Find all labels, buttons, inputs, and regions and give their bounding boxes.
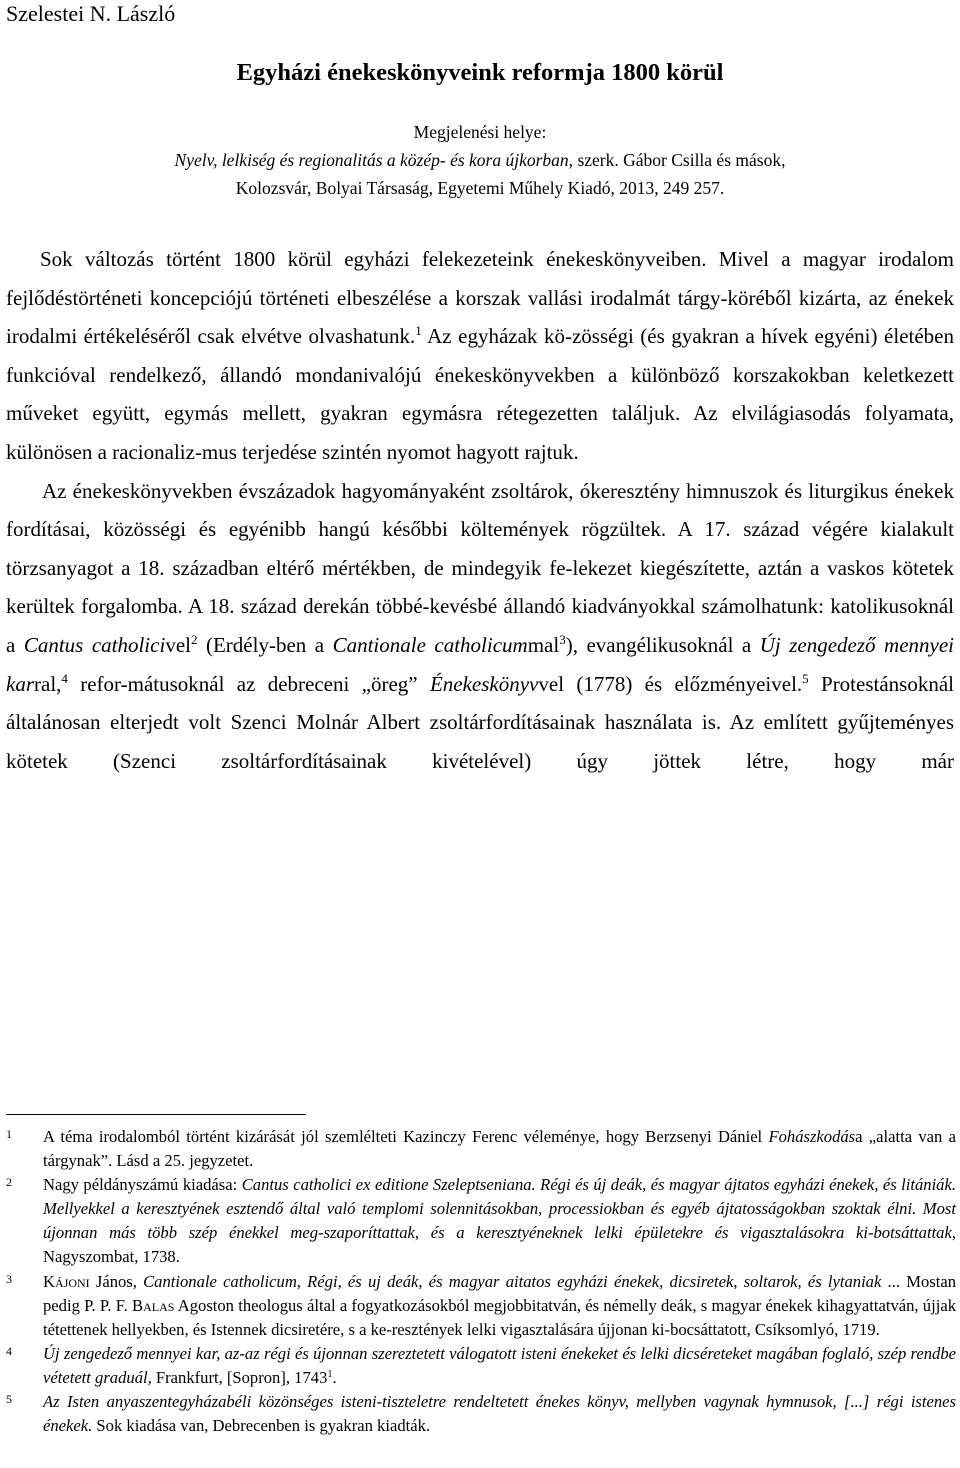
text-run: Protestánsoknál általánosan elterjedt volt Szenci Molnár Albert zsoltárfordításainak használata is. Az említett gyűjteményes kötetek (Szenci zsoltárfordításainak kivételével) úgy jöttek létre, hogy már (6, 671, 954, 773)
italic-run: Az Isten anyaszentegyházabéli közönséges isteni-tiszteletre rendeltetett énekes könyv, mellyben vagynak hymnusok, [...] régi istenes énekek. (43, 1392, 956, 1436)
text-run: . (332, 1367, 337, 1387)
text-run: János, (89, 1271, 144, 1291)
footnote-2 (6, 1173, 956, 1269)
title-uj-zengedezo: Új zengedező mennyei kar (6, 632, 954, 696)
italic-run: Fohászkodás (768, 1127, 856, 1146)
footnote-5 (6, 1390, 956, 1438)
superscript: 1 (327, 1368, 333, 1380)
text-run: Nagy példányszámú kiadása: (43, 1175, 242, 1195)
title-cantus-catholici: Cantus catholici (23, 632, 166, 657)
text-run: Frankfurt, [Sopron], 1743 (151, 1367, 328, 1387)
footnote-ref-5[interactable]: 5 (802, 670, 809, 686)
text-run: refor-mátusoknál az debreceni „öreg” (67, 671, 430, 696)
author-name: Szelestei N. László (6, 1, 176, 26)
pub-source: Nyelv, lelkiség és regionalitás a közép- és kora újkorban, (174, 150, 574, 170)
footnote-separator (6, 1114, 306, 1115)
footnote-ref-3[interactable]: 3 (559, 632, 566, 648)
main-text (6, 240, 954, 780)
footnote-number: 4 (6, 1343, 12, 1358)
footnote-4 (6, 1342, 956, 1390)
text-run: Sok kiadása van, Debrecenben is gyakran kiadták. (92, 1416, 431, 1436)
name-smallcaps: Balas (132, 1295, 175, 1315)
title-enekeskonyv: Énekeskönyv (429, 671, 539, 696)
text-run: A téma irodalomból történt kizárását jól szemlélteti Kazinczy Ferenc véleménye, hogy Berzsenyi Dániel (43, 1127, 769, 1146)
text-run: mal (527, 632, 560, 657)
text-run: ... Mostan pedig P. P. F. (43, 1271, 956, 1315)
author-smallcaps: Kájoni (43, 1271, 90, 1291)
title-cantionale-catholicum: Cantionale catholicum (332, 632, 528, 657)
footnote-number: 2 (6, 1175, 12, 1190)
text-run: Nagyszombat, 1738. (43, 1247, 180, 1267)
text-run: (Erdély-ben a (197, 632, 333, 657)
text-run: vel (1778) és előzményeivel. (538, 671, 803, 696)
footnote-3 (6, 1270, 956, 1342)
italic-run: Új zengedező mennyei kar, az-az régi és újonnan szereztetett válogatott isteni énekeket és lelki dicséreteket magában foglaló, szép rendbe vétetett graduál, (43, 1343, 956, 1387)
paragraph-1 (6, 240, 954, 472)
footnote-1 (6, 1125, 956, 1173)
text-run: Sok változás történt 1800 körül egyházi felekezeteink énekeskönyveiben. Mivel a magyar irodalom fejlődéstörténeti koncepciójú történeti elbeszélése a korszak vallási irodalmát tárgy-köréből kizárta, az énekek irodalmi értékeléséről csak elvétve olvashatunk. (6, 247, 954, 349)
text-run: Agoston theologus által a fogyatkozásokból megjobbitatván, és némelly deák, s magyar énekek kihagyattatván, újjak tétettenek hellyekben, és Istennek dicsiretére, s a ke-resztények lelki vigasztalására újjonan ki-bocsáttatott, Csíksomlyó, 1719. (43, 1295, 956, 1339)
text-run: ral, (34, 671, 62, 696)
text-run: a „alatta van a tárgynak”. Lásd a 25. jegyzetet. (43, 1127, 956, 1171)
text-run: Az énekeskönyvekben évszázadok hagyományaként zsoltárok, ókeresztény himnuszok és liturgikus énekek fordításai, közösségi és egyénibb hangú későbbi költemények rögzültek. A 17. század végére kialakult törzsanyagot a 18. században eltérő mértékben, de mindegyik fe-lekezet kiegészítette, aztán a vaskos kötetek kerültek forgalomba. A 18. század derekán többé-kevésbé állandó kiadványokkal számolhatunk: katolikusoknál a (6, 478, 954, 657)
footnote-number: 3 (6, 1271, 12, 1286)
pub-label: Megjelenési helye: (413, 122, 547, 142)
pub-editor: szerk. Gábor Csilla és mások, (573, 150, 786, 170)
text-run: Az egyházak kö-zösségi (és gyakran a hívek egyéni) életében funkcióval rendelkező, állandó mondanivalójú énekeskönyvekben a különböző korszakokban keletkezett műveket együtt, egymás mellett, gyakran egymásra rétegezetten találjuk. Az elvilágiasodás folyamata, különösen a racionaliz-mus terjedése szintén nyomot hagyott rajtuk. (6, 324, 954, 464)
pub-line-2: Kolozsvár, Bolyai Társaság, Egyetemi Műhely Kiadó, 2013, 249 257. (235, 178, 725, 198)
footnote-ref-2[interactable]: 2 (190, 632, 198, 648)
footnote-ref-1[interactable]: 1 (415, 323, 422, 339)
pub-line-1 (0, 146, 960, 174)
footnotes (6, 1125, 956, 1438)
paragraph-2 (6, 472, 954, 781)
footnote-number: 5 (6, 1392, 12, 1407)
article-title: Egyházi énekeskönyveink reformja 1800 körül (236, 59, 724, 86)
text-run: ), evangélikusoknál a (565, 632, 760, 657)
footnote-ref-4[interactable]: 4 (61, 670, 68, 686)
italic-run: Cantionale catholicum, Régi, és uj deák, és magyar aitatos egyházi énekek, dicsiretek, soltarok, és lytaniak (143, 1271, 882, 1291)
italic-run: Cantus catholici ex editione Szeleptseniana. Régi és új deák, és magyar ájtatos egyházi énekek, és litániák. Mellyekkel a keresztyének esztendő által való templomi solennitásokban, processiokban és egyéb ájtatosságokban szoktak élni. Most újonnan más több szép énekkel meg-szaporíttattak, és a keresztyéneknek lelki épületekre és vigasztalásokra ki-botsáttattak, (43, 1175, 956, 1243)
footnote-number: 1 (6, 1127, 12, 1141)
text-run: vel (165, 632, 191, 657)
publication-info (0, 118, 960, 202)
